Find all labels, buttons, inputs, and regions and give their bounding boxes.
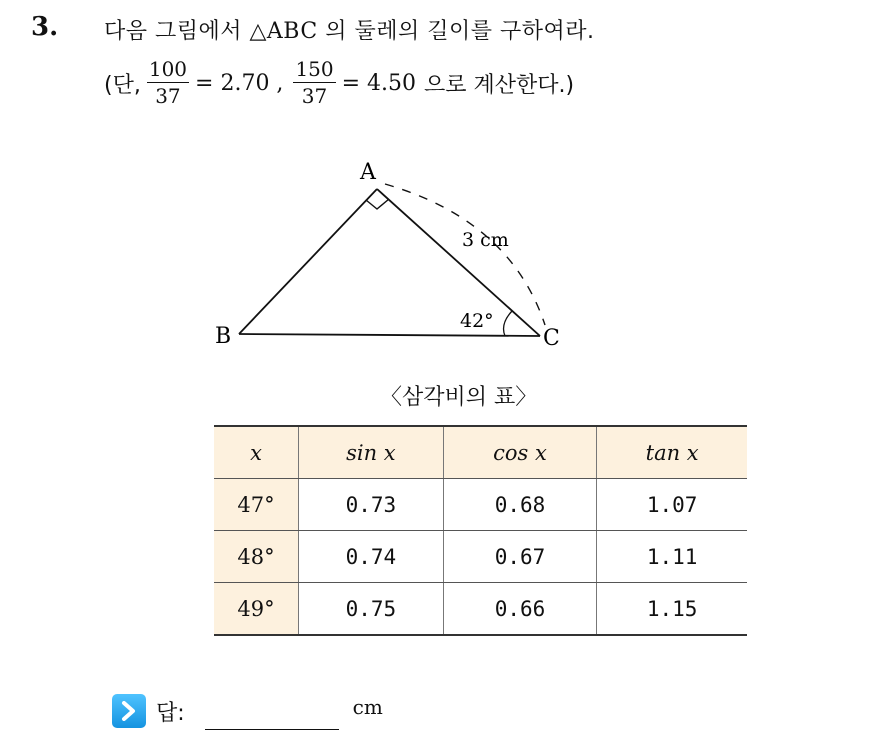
table-header-row: [214, 426, 747, 479]
answer-unit: cm: [352, 695, 383, 719]
angle-arc: [504, 311, 512, 336]
sin-cell: 0.75: [299, 583, 444, 636]
fraction-1-denominator: 37: [155, 84, 181, 108]
angle-label: 42°: [460, 310, 494, 332]
cos-cell: 0.66: [443, 583, 597, 636]
vertex-a-label: A: [360, 160, 376, 185]
side-length-label: 3 cm: [462, 229, 509, 251]
sin-cell: 0.73: [299, 479, 444, 531]
vertex-b-label: B: [215, 324, 232, 349]
angle-cell: 48°: [214, 531, 299, 583]
question-number: 3.: [31, 12, 59, 42]
cos-cell: 0.67: [443, 531, 597, 583]
chevron-right-icon: [112, 694, 146, 728]
side-bc: [239, 334, 540, 336]
header-sin: sin x: [299, 426, 444, 479]
fraction-1-value: = 2.70 ,: [195, 70, 284, 96]
tan-cell: 1.07: [597, 479, 747, 531]
sin-cell: 0.74: [299, 531, 444, 583]
tan-cell: 1.11: [597, 531, 747, 583]
tan-cell: 1.15: [597, 583, 747, 636]
cos-cell: 0.68: [443, 479, 597, 531]
question-text-post: 의 둘레의 길이를 구하여라.: [317, 19, 595, 44]
table-row: [214, 531, 747, 583]
table-row: [214, 583, 747, 636]
right-angle-mark: [366, 199, 389, 209]
fraction-2-numerator: 150: [295, 57, 334, 81]
triangle-symbol-text: △ABC: [249, 19, 318, 44]
fraction-1-numerator: 100: [148, 57, 188, 81]
question-text-pre: 다음 그림에서: [104, 19, 250, 44]
fraction-2-value: = 4.50: [341, 70, 417, 96]
trig-table: [214, 425, 747, 636]
table-row: [214, 479, 747, 531]
header-x: x: [214, 426, 299, 479]
angle-cell: 47°: [214, 479, 299, 531]
answer-area: [112, 692, 383, 730]
length-arc: [385, 184, 545, 325]
fraction-2-denominator: 37: [301, 84, 328, 108]
header-tan: tan x: [597, 426, 747, 479]
header-cos: cos x: [443, 426, 597, 479]
condition-open: (단,: [104, 72, 141, 98]
angle-cell: 49°: [214, 583, 299, 636]
answer-blank[interactable]: [205, 693, 339, 730]
table-caption: 〈삼각비의 표〉: [380, 385, 538, 410]
side-ac: [377, 189, 540, 336]
answer-label: 답:: [156, 700, 185, 726]
condition-close: 으로 계산한다.): [424, 72, 575, 98]
vertex-c-label: C: [543, 326, 560, 351]
side-ab: [239, 189, 377, 334]
